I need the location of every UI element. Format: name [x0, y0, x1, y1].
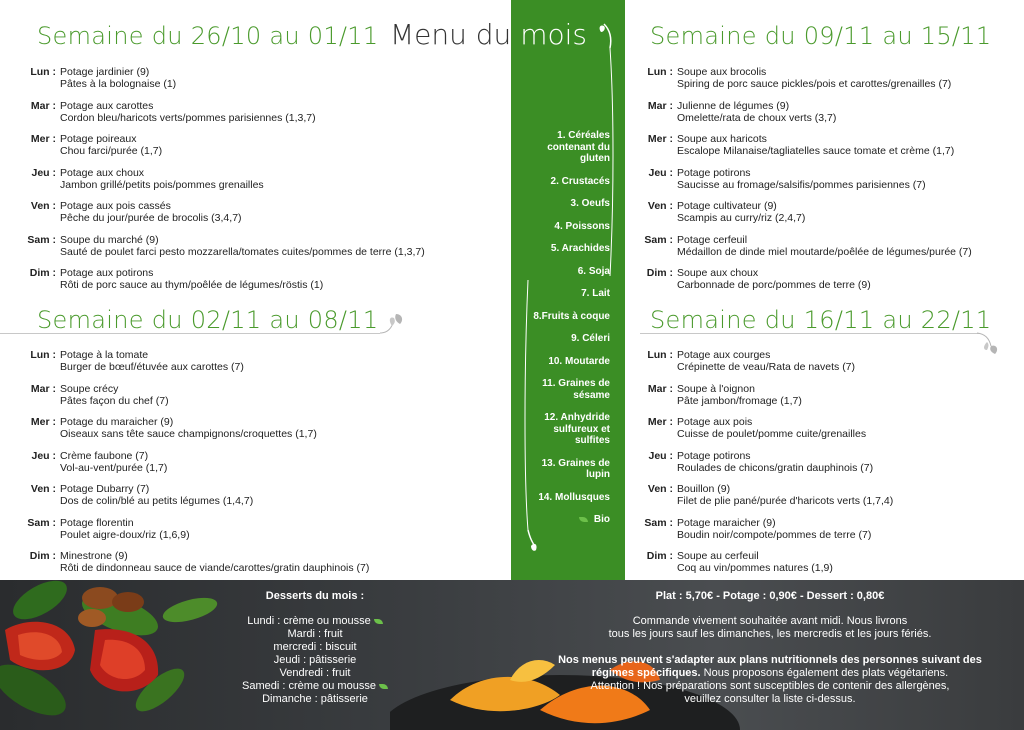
dessert-item: Mardi : fruit [287, 628, 343, 640]
day-row [0, 416, 500, 440]
main-dish: Spiring de porc sauce pickles/pois et carottes/grenailles (7) [677, 78, 952, 90]
allergen-list [516, 130, 610, 537]
main-dish: Oiseaux sans tête sauce champignons/croquettes (1,7) [60, 428, 317, 440]
day-label: Jeu : [648, 166, 673, 179]
soup: Potage aux pois cassés [60, 200, 171, 212]
dessert-item: Jeudi : pâtisserie [273, 654, 357, 666]
bio-leaf-icon [374, 619, 383, 624]
day-label: Mer : [30, 133, 56, 145]
allergen-item: 6. Soja [577, 265, 610, 277]
day-row [617, 133, 1017, 157]
main-dish: Pâtes à la bolognaise (1) [60, 78, 177, 90]
warning-line: veuillez consulter la liste ci-dessus. [684, 693, 856, 705]
week-title: Semaine du 26/10 au 01/11 [37, 22, 379, 50]
day-row [0, 483, 500, 507]
main-dish: Burger de bœuf/étuvée aux carottes (7) [60, 361, 244, 373]
soup: Potage florentin [60, 516, 134, 529]
day-row [0, 234, 490, 258]
day-row [0, 167, 490, 191]
day-row [617, 66, 1017, 90]
main-dish: Médaillon de dinde miel moutarde/poêlée de légumes/purée (7) [677, 245, 972, 258]
day-row [0, 267, 490, 291]
dessert-item: Vendredi : fruit [279, 667, 351, 679]
allergen-item: 1. Céréales contenant du gluten [547, 130, 610, 164]
soup: Soupe à l'oignon [677, 382, 755, 395]
day-label: Ven : [30, 483, 56, 495]
day-label: Sam : [27, 516, 56, 529]
soup: Potage Dubarry (7) [60, 483, 150, 495]
soup: Soupe aux choux [677, 267, 759, 279]
adapt-rest: Nous proposons également des plats végétariens. [703, 667, 949, 679]
order-line: tous les jours sauf les dimanches, les mercredis et les jours fériés. [608, 628, 932, 640]
day-row [0, 100, 490, 124]
dessert-item [230, 615, 400, 628]
bio-leaf-icon [379, 684, 388, 689]
main-dish: Sauté de poulet farci pesto mozzarella/tomates cuites/pommes de terre (1,3,7) [60, 245, 425, 258]
allergen-bio-label: Bio [593, 514, 610, 525]
day-label: Mar : [647, 99, 673, 112]
day-row [0, 517, 500, 541]
day-label: Jeu : [31, 449, 56, 462]
day-label: Sam : [644, 516, 673, 529]
soup: Soupe du marché (9) [60, 233, 159, 246]
day-label: Mer : [30, 416, 56, 428]
main-dish: Crépinette de veau/Rata de navets (7) [677, 361, 856, 373]
soup: Potage du maraicher (9) [60, 416, 174, 428]
day-row [617, 349, 1017, 373]
dessert-item [230, 680, 400, 693]
order-line: Commande vivement souhaitée avant midi. Nous livrons [632, 615, 908, 627]
week-section [617, 22, 1017, 301]
main-dish: Escalope Milanaise/tagliatelles sauce tomate et crème (1,7) [677, 145, 955, 157]
soup: Potage poireaux [60, 133, 137, 145]
order-note [540, 615, 1000, 641]
allergen-item: 7. Lait [581, 288, 610, 299]
soup: Potage à la tomate [60, 349, 149, 361]
soup: Soupe aux haricots [677, 133, 767, 145]
main-dish: Coq au vin/pommes natures (1,9) [677, 562, 833, 574]
soup: Potage aux pois [677, 416, 753, 428]
desserts-section [230, 590, 400, 706]
day-label: Mar : [30, 99, 56, 112]
allergen-item: 12. Anhydride sulfureux et sulfites [544, 412, 610, 446]
allergen-item: 14. Mollusques [538, 491, 610, 503]
salad-image [0, 580, 230, 730]
soup: Potage potirons [677, 166, 751, 179]
day-label: Dim : [29, 550, 56, 562]
main-dish: Chou farci/purée (1,7) [60, 145, 163, 157]
dessert-label: Lundi : crème ou mousse [247, 615, 371, 627]
soup: Soupe au cerfeuil [677, 550, 759, 562]
allergen-item: 3. Oeufs [570, 198, 610, 209]
day-row [617, 450, 1017, 474]
main-dish: Vol-au-vent/purée (1,7) [60, 461, 168, 474]
soup: Potage aux choux [60, 166, 145, 179]
day-row [617, 234, 1017, 258]
week-title: Semaine du 09/11 au 15/11 [650, 22, 992, 50]
desserts-heading: Desserts du mois : [265, 590, 365, 602]
info-section [540, 590, 1000, 706]
dessert-item: mercredi : biscuit [273, 641, 357, 653]
main-dish: Pâte jambon/fromage (1,7) [677, 394, 802, 407]
main-dish: Roulades de chicons/gratin dauphinois (7) [677, 461, 874, 474]
day-row [617, 517, 1017, 541]
soup: Julienne de légumes (9) [677, 99, 790, 112]
day-row [617, 100, 1017, 124]
main-dish: Cordon bleu/haricots verts/pommes parisiennes (1,3,7) [60, 111, 316, 124]
soup: Potage cerfeuil [677, 233, 748, 246]
day-label: Mer : [647, 133, 673, 145]
day-label: Sam : [27, 233, 56, 246]
day-label: Lun : [30, 66, 56, 78]
main-dish: Carbonnade de porc/pommes de terre (9) [677, 279, 871, 291]
main-dish: Jambon grillé/petits pois/pommes grenailles [60, 178, 264, 191]
allergen-item: 11. Graines de sésame [542, 378, 610, 401]
day-row [0, 383, 500, 407]
soup: Potage maraicher (9) [677, 516, 776, 529]
allergen-item: 10. Moutarde [548, 355, 610, 367]
day-row [617, 550, 1017, 574]
day-row [617, 483, 1017, 507]
week-section [617, 306, 1017, 584]
soup: Crème faubone (7) [60, 449, 149, 462]
allergen-item: 8.Fruits à coque [533, 310, 610, 322]
allergen-item: 9. Céleri [571, 333, 610, 344]
soup: Potage cultivateur (9) [677, 200, 777, 212]
day-label: Jeu : [31, 166, 56, 179]
day-row [0, 450, 500, 474]
day-row [617, 383, 1017, 407]
soup: Potage aux carottes [60, 99, 154, 112]
allergen-item: 5. Arachides [550, 243, 610, 254]
main-dish: Rôti de dindonneau sauce de viande/carottes/gratin dauphinois (7) [60, 562, 370, 574]
dessert-label: Samedi : crème ou mousse [242, 680, 376, 692]
day-row [0, 550, 500, 574]
warning-line: Attention ! Nos préparations sont susceptibles de contenir des allergènes, [590, 680, 950, 692]
soup: Potage aux potirons [60, 267, 154, 279]
soup: Minestrone (9) [60, 550, 128, 562]
day-label: Dim : [646, 267, 673, 279]
day-label: Jeu : [648, 449, 673, 462]
day-row [617, 416, 1017, 440]
day-row [617, 267, 1017, 291]
main-dish: Omelette/rata de choux verts (3,7) [677, 111, 837, 124]
allergen-item: 2. Crustacés [550, 175, 610, 187]
dessert-item: Dimanche : pâtisserie [262, 693, 368, 705]
page-title-left: Menu du [390, 18, 512, 51]
main-dish: Rôti de porc sauce au thym/poêlée de légumes/röstis (1) [60, 279, 324, 291]
day-label: Mar : [647, 382, 673, 395]
soup: Potage potirons [677, 449, 751, 462]
main-dish: Scampis au curry/riz (2,4,7) [677, 212, 806, 224]
allergen-item: 4. Poissons [554, 220, 610, 232]
main-dish: Boudin noir/compote/pommes de terre (7) [677, 528, 872, 541]
day-label: Ven : [647, 483, 673, 495]
week-title: Semaine du 02/11 au 08/11 [37, 306, 379, 334]
soup: Soupe aux brocolis [677, 66, 767, 78]
main-dish: Pâtes façon du chef (7) [60, 394, 169, 407]
day-label: Mer : [647, 416, 673, 428]
day-row [617, 167, 1017, 191]
price-line: Plat : 5,70€ - Potage : 0,90€ - Dessert : 0,80€ [655, 590, 885, 602]
day-label: Lun : [647, 349, 673, 361]
soup: Potage aux courges [677, 349, 771, 361]
allergen-item-bio [516, 514, 610, 526]
adapt-note [540, 654, 1000, 680]
main-dish: Cuisse de poulet/pomme cuite/grenailles [677, 428, 867, 440]
footer-band [0, 580, 1024, 730]
day-label: Lun : [30, 349, 56, 361]
day-label: Dim : [29, 267, 56, 279]
day-label: Ven : [30, 200, 56, 212]
main-dish: Saucisse au fromage/salsifis/pommes parisiennes (7) [677, 178, 926, 191]
day-label: Sam : [644, 233, 673, 246]
day-row [0, 349, 500, 373]
day-row [0, 200, 490, 224]
day-label: Mar : [30, 382, 56, 395]
bio-leaf-icon [579, 517, 588, 522]
allergen-item: 13. Graines de lupin [541, 457, 610, 480]
day-row [617, 200, 1017, 224]
main-dish: Filet de plie pané/purée d'haricots verts (1,7,4) [677, 495, 894, 507]
soup: Potage jardinier (9) [60, 66, 150, 78]
day-label: Ven : [647, 200, 673, 212]
main-dish: Pêche du jour/purée de brocolis (3,4,7) [60, 212, 242, 224]
week-section [0, 22, 490, 301]
adapt-bold: Nos menus peuvent s'adapter aux plans nutritionnels des personnes suivant des régimes spécifiques. [558, 654, 982, 679]
main-dish: Poulet aigre-doux/riz (1,6,9) [60, 528, 190, 541]
day-row [0, 133, 490, 157]
week-title: Semaine du 16/11 au 22/11 [650, 306, 992, 334]
main-dish: Dos de colin/blé au petits légumes (1,4,7) [60, 495, 254, 507]
soup: Soupe crécy [60, 382, 119, 395]
week-section [0, 306, 500, 584]
day-label: Dim : [646, 550, 673, 562]
day-row [0, 66, 490, 90]
day-label: Lun : [647, 66, 673, 78]
soup: Bouillon (9) [677, 483, 731, 495]
page-title-right: mois [520, 18, 587, 51]
